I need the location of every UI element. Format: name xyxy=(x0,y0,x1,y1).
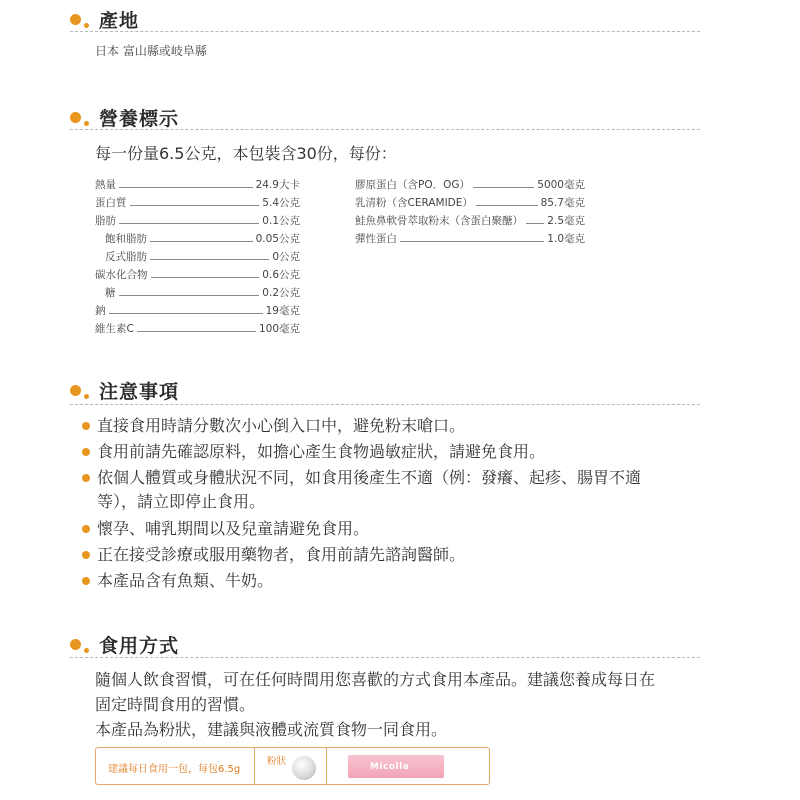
nutrient-value: 0.2公克 xyxy=(262,287,300,299)
orange-bullet-icon xyxy=(82,577,90,585)
nutrition-row xyxy=(355,174,585,192)
box-divider xyxy=(254,748,255,784)
nutrient-label: 鈉 xyxy=(95,305,106,317)
nutrient-label: 脂肪 xyxy=(95,215,116,227)
nutrition-row xyxy=(95,318,300,336)
nutrition-row xyxy=(105,282,300,300)
orange-dot-icon xyxy=(84,394,89,399)
orange-bullet-icon xyxy=(82,448,90,456)
orange-dot-icon xyxy=(84,23,89,28)
leader-line xyxy=(151,277,260,278)
nutrient-value: 1.0毫克 xyxy=(547,233,585,245)
leader-line xyxy=(150,241,253,242)
usage-line: 隨個人飲食習慣，可在任何時間用您喜歡的方式食用本產品。建議您養成每日在 xyxy=(95,670,656,689)
daily-dose-text: 建議每日食用一包，每包6.5g xyxy=(108,764,241,775)
caution-text: 等），請立即停止食用。 xyxy=(97,492,266,511)
nutrient-label: 反式脂肪 xyxy=(105,251,147,263)
list-item xyxy=(82,543,465,567)
nutrition-divider xyxy=(70,129,700,130)
nutrition-heading xyxy=(70,102,179,132)
nutrient-value: 85.7毫克 xyxy=(540,197,585,209)
leader-line xyxy=(400,241,544,242)
nutrient-value: 19毫克 xyxy=(265,305,300,317)
nutrient-value: 0.05公克 xyxy=(255,233,300,245)
nutrient-label: 膠原蛋白（含PO．OG） xyxy=(355,179,470,191)
nutrition-row xyxy=(95,264,300,282)
nutrition-row xyxy=(95,192,300,210)
list-item xyxy=(82,569,273,593)
usage-heading xyxy=(70,629,179,659)
nutrition-row xyxy=(355,210,585,228)
caution-text: 本產品含有魚類、牛奶。 xyxy=(97,571,274,590)
box-divider xyxy=(326,748,327,784)
nutrient-value: 2.5毫克 xyxy=(547,215,585,227)
orange-bullet-icon xyxy=(82,551,90,559)
list-item xyxy=(82,414,465,438)
caution-text: 懷孕、哺乳期間以及兒童請避免食用。 xyxy=(97,519,370,538)
list-item xyxy=(82,517,369,541)
list-item xyxy=(82,466,641,490)
nutrition-title: 營養標示 xyxy=(99,107,180,130)
leader-line xyxy=(119,187,253,188)
orange-bullet-icon xyxy=(82,474,90,482)
leader-line xyxy=(526,223,544,224)
nutrient-label: 乳清粉（含CERAMIDE） xyxy=(355,197,473,209)
leader-line xyxy=(109,313,263,314)
nutrient-value: 5.4公克 xyxy=(262,197,300,209)
origin-title: 產地 xyxy=(99,9,140,32)
leader-line xyxy=(119,295,260,296)
orange-bullet-icon xyxy=(82,422,90,430)
leader-line xyxy=(119,223,259,224)
nutrient-label: 糖 xyxy=(105,287,116,299)
origin-heading xyxy=(70,4,139,34)
daily-dose-box xyxy=(95,747,490,785)
usage-divider xyxy=(70,657,700,658)
leader-line xyxy=(150,259,269,260)
nutrient-value: 0公克 xyxy=(272,251,300,263)
caution-text: 食用前請先確認原料，如擔心產生食物過敏症狀，請避免食用。 xyxy=(97,442,546,461)
nutrition-row xyxy=(355,228,585,246)
leader-line xyxy=(137,331,256,332)
nutrient-value: 100毫克 xyxy=(258,323,300,335)
nutrient-label: 飽和脂肪 xyxy=(105,233,147,245)
nutrient-label: 熱量 xyxy=(95,179,116,191)
nutrient-value: 0.1公克 xyxy=(262,215,300,227)
caution-divider xyxy=(70,404,700,405)
caution-text: 直接食用時請分數次小心倒入口中，避免粉末嗆口。 xyxy=(97,416,466,435)
nutrient-value: 5000毫克 xyxy=(537,179,585,191)
nutrition-row xyxy=(105,246,300,264)
nutrient-label: 彈性蛋白 xyxy=(355,233,397,245)
list-item-continuation xyxy=(97,490,265,514)
usage-title: 食用方式 xyxy=(99,634,180,657)
orange-bullet-icon xyxy=(70,385,81,396)
nutrient-label: 維生素C xyxy=(95,323,134,335)
origin-text: 日本 富山縣或岐阜縣 xyxy=(95,44,207,58)
caution-heading xyxy=(70,375,179,405)
origin-divider xyxy=(70,31,700,32)
orange-dot-icon xyxy=(84,121,89,126)
caution-title: 注意事項 xyxy=(99,380,180,403)
powder-label: 粉狀 xyxy=(267,756,287,767)
brand-logo: Micolla xyxy=(370,761,410,772)
leader-line xyxy=(473,187,534,188)
stick-pack-image xyxy=(348,755,444,778)
nutrient-value: 0.6公克 xyxy=(262,269,300,281)
orange-bullet-icon xyxy=(70,639,81,650)
nutrition-row xyxy=(95,300,300,318)
caution-text: 正在接受診療或服用藥物者，食用前請先諮詢醫師。 xyxy=(97,545,466,564)
nutrient-label: 鮭魚鼻軟骨萃取粉末（含蛋白聚醣） xyxy=(355,215,523,227)
orange-bullet-icon xyxy=(82,525,90,533)
caution-text: 依個人體質或身體狀況不同，如食用後產生不適（例：發癢、起疹、腸胃不適 xyxy=(97,468,642,487)
powder-image-icon xyxy=(292,756,316,780)
orange-bullet-icon xyxy=(70,14,81,25)
nutrition-row xyxy=(105,228,300,246)
usage-paragraph xyxy=(95,667,710,717)
leader-line xyxy=(476,205,538,206)
nutrient-label: 碳水化合物 xyxy=(95,269,148,281)
orange-bullet-icon xyxy=(70,112,81,123)
serving-text: 每一份量6.5公克，本包裝含30份，每份： xyxy=(95,144,397,163)
usage-paragraph: 本產品為粉狀，建議與液體或流質食物一同食用。 xyxy=(95,720,448,739)
nutrition-row xyxy=(355,192,585,210)
nutrient-value: 24.9大卡 xyxy=(255,179,300,191)
leader-line xyxy=(130,205,260,206)
usage-line: 固定時間食用的習慣。 xyxy=(95,695,256,714)
nutrition-row xyxy=(95,210,300,228)
nutrition-row xyxy=(95,174,300,192)
orange-dot-icon xyxy=(84,648,89,653)
list-item xyxy=(82,440,545,464)
nutrient-label: 蛋白質 xyxy=(95,197,127,209)
